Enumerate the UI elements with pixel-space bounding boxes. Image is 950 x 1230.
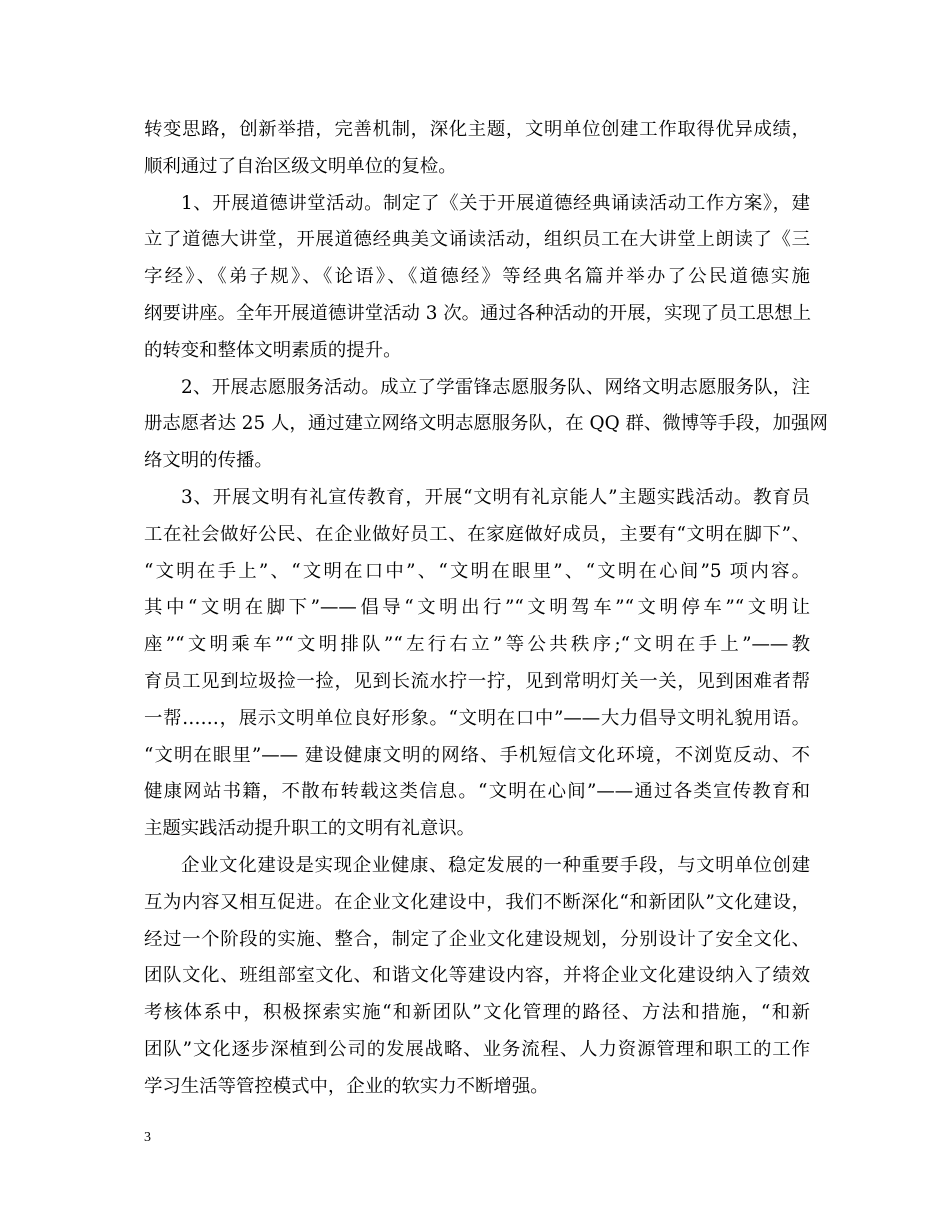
- text-line: 学习生活等管控模式中，企业的软实力不断增强。: [144, 1075, 549, 1097]
- paragraph: [144, 370, 828, 480]
- paragraph: [144, 480, 810, 848]
- text-line: 企业文化建设是实现企业健康、稳定发展的一种重要手段，与文明单位创建: [181, 854, 810, 876]
- text-line: 团队文化、班组部室文化、和谐文化等建设内容，并将企业文化建设纳入了绩效: [144, 965, 810, 987]
- text-line: “文明在眼里”—— 建设健康文明的网络、手机短信文化环境，不浏览反动、不: [144, 744, 810, 766]
- text-line: 册志愿者达 25 人，通过建立网络文明志愿服务队，在 QQ 群、微博等手段，加强网: [144, 413, 828, 435]
- text-line: 育员工见到垃圾捡一捡，见到长流水拧一拧，见到常明灯关一关，见到困难者帮: [144, 670, 810, 692]
- text-line: 顺利通过了自治区级文明单位的复检。: [144, 155, 457, 177]
- text-line: 座”“文明乘车”“文明排队”“左行右立”等公共秩序;“文明在手上”——教: [144, 634, 810, 656]
- text-line: 互为内容又相互促进。在企业文化建设中，我们不断深化“和新团队”文化建设，: [144, 891, 810, 913]
- text-line: 的转变和整体文明素质的提升。: [144, 339, 402, 361]
- text-line: 纲要讲座。全年开展道德讲堂活动 3 次。通过各种活动的开展，实现了员工思想上: [144, 302, 812, 324]
- paragraph: [144, 112, 810, 186]
- text-line: 考核体系中，积极探索实施“和新团队”文化管理的路径、方法和措施，“和新: [144, 1002, 810, 1024]
- text-line: “文明在手上”、“文明在口中”、“文明在眼里”、“文明在心间”5 项内容。: [144, 560, 810, 582]
- text-line: 团队”文化逐步深植到公司的发展战略、业务流程、人力资源管理和职工的工作: [144, 1038, 810, 1060]
- text-line: 字经》、《弟子规》、《论语》、《道德经》等经典名篇并举办了公民道德实施: [144, 266, 810, 288]
- document-body: [144, 112, 828, 1106]
- paragraph: [144, 186, 810, 370]
- paragraph: [144, 848, 810, 1106]
- text-line: 其中“文明在脚下”——倡导“文明出行”“文明驾车”“文明停车”“文明让: [144, 597, 810, 619]
- text-line: 3、开展文明有礼宣传教育，开展“文明有礼京能人”主题实践活动。教育员: [181, 486, 810, 508]
- text-line: 经过一个阶段的实施、整合，制定了企业文化建设规划，分别设计了安全文化、: [144, 928, 810, 950]
- text-line: 工在社会做好公民、在企业做好员工、在家庭做好成员，主要有“文明在脚下”、: [144, 523, 810, 545]
- text-line: 健康网站书籍，不散布转载这类信息。“文明在心间”——通过各类宣传教育和: [144, 781, 810, 803]
- text-line: 主题实践活动提升职工的文明有礼意识。: [144, 818, 476, 840]
- text-line: 2、开展志愿服务活动。成立了学雷锋志愿服务队、网络文明志愿服务队，注: [181, 376, 810, 398]
- text-line: 立了道德大讲堂，开展道德经典美文诵读活动，组织员工在大讲堂上朗读了《三: [144, 229, 810, 251]
- text-line: 1、开展道德讲堂活动。制定了《关于开展道德经典诵读活动工作方案》，建: [181, 192, 810, 214]
- text-line: 一帮……，展示文明单位良好形象。“文明在口中”——大力倡导文明礼貌用语。: [144, 707, 810, 729]
- text-line: 络文明的传播。: [144, 450, 273, 472]
- page-number: 3: [144, 1130, 151, 1145]
- text-line: 转变思路，创新举措，完善机制，深化主题，文明单位创建工作取得优异成绩，: [144, 119, 810, 140]
